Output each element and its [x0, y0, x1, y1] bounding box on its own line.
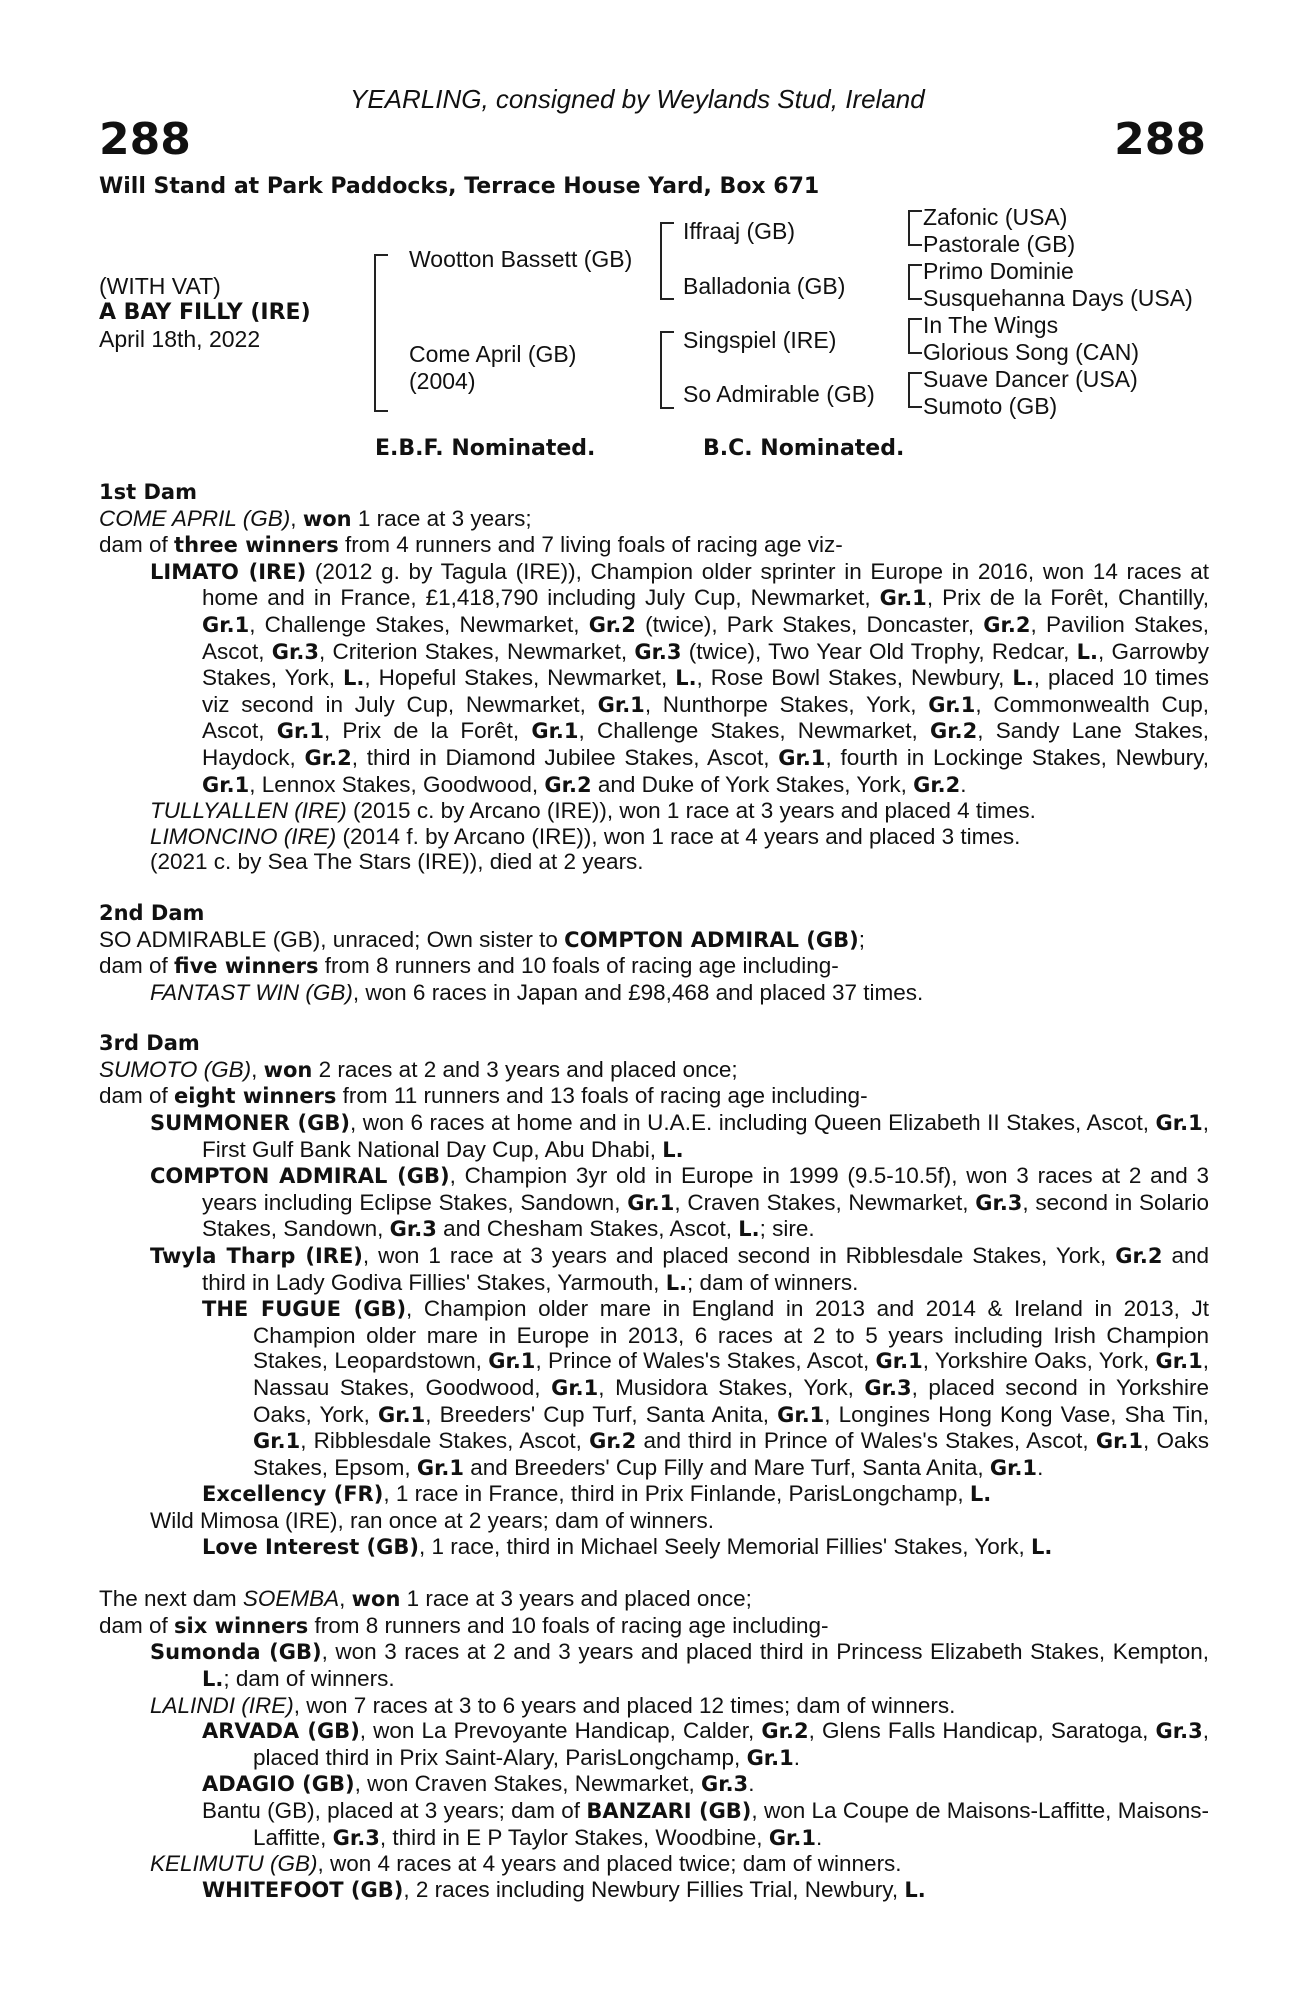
- dam-year: (2004): [409, 368, 476, 394]
- dam-name: Come April (GB): [409, 341, 577, 367]
- brace-gen1: [374, 254, 388, 412]
- vat-note: (WITH VAT): [99, 273, 221, 299]
- gen4-pastorale: Pastorale (GB): [923, 231, 1076, 257]
- gen4-suave-dancer: Suave Dancer (USA): [923, 366, 1138, 392]
- foaling-date: April 18th, 2022: [99, 326, 261, 352]
- ebf-nomination: E.B.F. Nominated.: [375, 436, 596, 461]
- produce-bantu: Bantu (GB), placed at 3 years; dam of BANZARI (GB), won La Coupe de Maisons-Laffitte, Maisons-Laffitte, Gr.3, third in E P Taylor Stakes, Woodbine, Gr.1.: [202, 1797, 1210, 1850]
- gen3-so-admirable: So Admirable (GB): [683, 381, 875, 407]
- stand-location: Will Stand at Park Paddocks, Terrace House Yard, Box 671: [99, 174, 820, 199]
- brace-iffraaj: [908, 210, 922, 246]
- produce-kelimutu: KELIMUTU (GB), won 4 races at 4 years and placed twice; dam of winners.: [150, 1851, 902, 1877]
- gen3-balladonia: Balladonia (GB): [683, 273, 846, 299]
- gen4-in-the-wings: In The Wings: [923, 312, 1059, 338]
- gen4-sumoto: Sumoto (GB): [923, 393, 1058, 419]
- third-dam-heading: 3rd Dam: [99, 1031, 200, 1056]
- produce-the-fugue: THE FUGUE (GB), Champion older mare in England in 2013 and 2014 & Ireland in 2013, Jt Champion older mare in Europe in 2013, 6 races at 2 to 5 years including Irish Champion Stakes, Leopardstown, Gr.1, Prince of Wales's Stakes, Ascot, Gr.1, Yorkshire Oaks, York, Gr.1, Nassau Stakes, Goodwood, Gr.1, Musidora Stakes, York, Gr.3, placed second in Yorkshire Oaks, York, Gr.1, Breeders' Cup Turf, Santa Anita, Gr.1, Longines Hong Kong Vase, Sha Tin, Gr.1, Ribblesdale Stakes, Ascot, Gr.2 and third in Prince of Wales's Stakes, Ascot, Gr.1, Oaks Stakes, Epsom, Gr.1 and Breeders' Cup Filly and Mare Turf, Santa Anita, Gr.1.: [202, 1296, 1210, 1480]
- produce-limoncino: LIMONCINO (IRE) (2014 f. by Arcano (IRE)), won 1 race at 4 years and placed 3 times.: [150, 823, 1021, 849]
- gen4-primo-dominie: Primo Dominie: [923, 258, 1074, 284]
- brace-singspiel: [908, 318, 922, 354]
- produce-fantast-win: FANTAST WIN (GB), won 6 races in Japan and £98,468 and placed 37 times.: [150, 979, 924, 1005]
- produce-whitefoot: WHITEFOOT (GB), 2 races including Newbury Fillies Trial, Newbury, L.: [202, 1876, 926, 1902]
- produce-adagio: ADAGIO (GB), won Craven Stakes, Newmarket, Gr.3.: [202, 1771, 755, 1797]
- brace-sire: [660, 222, 674, 300]
- produce-wild-mimosa: Wild Mimosa (IRE), ran once at 2 years; dam of winners.: [150, 1507, 714, 1533]
- produce-love-interest: Love Interest (GB), 1 race, third in Michael Seely Memorial Fillies' Stakes, York, L.: [202, 1533, 1053, 1559]
- produce-twyla-tharp: Twyla Tharp (IRE), won 1 race at 3 years and placed second in Ribblesdale Stakes, York, Gr.2 and third in Lady Godiva Fillies' Stakes, Yarmouth, L.; dam of winners.: [150, 1243, 1209, 1295]
- brace-dam: [660, 331, 674, 409]
- lot-number-right: 288: [1114, 114, 1206, 165]
- produce-tullyallen: TULLYALLEN (IRE) (2015 c. by Arcano (IRE)), won 1 race at 3 years and placed 4 times.: [150, 798, 1036, 824]
- second-dam-heading: 2nd Dam: [99, 900, 205, 925]
- produce-arvada: ARVADA (GB), won La Prevoyante Handicap, Calder, Gr.2, Glens Falls Handicap, Saratoga, Gr.3, placed third in Prix Saint-Alary, ParisLongchamp, Gr.1.: [202, 1718, 1209, 1770]
- produce-summoner: SUMMONER (GB), won 6 races at home and in U.A.E. including Queen Elizabeth II Stakes, Ascot, Gr.1, First Gulf Bank National Day Cup, Abu Dhabi, L.: [150, 1110, 1209, 1162]
- consignment-line: YEARLING, consigned by Weylands Stud, Ireland: [350, 84, 925, 114]
- brace-so-admirable: [908, 372, 922, 408]
- first-dam-heading: 1st Dam: [99, 480, 197, 504]
- first-dam-line: COME APRIL (GB), won 1 race at 3 years;: [99, 505, 532, 531]
- gen4-glorious-song: Glorious Song (CAN): [923, 339, 1140, 365]
- produce-limato: LIMATO (IRE) (2012 g. by Tagula (IRE)), Champion older sprinter in Europe in 2016, won 14 races at home and in France, £1,418,790 including July Cup, Newmarket, Gr.1, Prix de la Forêt, Chantilly, Gr.1, Challenge Stakes, Newmarket, Gr.2 (twice), Park Stakes, Doncaster, Gr.2, Pavilion Stakes, Ascot, Gr.3, Criterion Stakes, Newmarket, Gr.3 (twice), Two Year Old Trophy, Redcar, L., Garrowby Stakes, York, L., Hopeful Stakes, Newmarket, L., Rose Bowl Stakes, Newbury, L., placed 10 times viz second in July Cup, Newmarket, Gr.1, Nunthorpe Stakes, York, Gr.1, Commonwealth Cup, Ascot, Gr.1, Prix de la Forêt, Gr.1, Challenge Stakes, Newmarket, Gr.2, Sandy Lane Stakes, Haydock, Gr.2, third in Diamond Jubilee Stakes, Ascot, Gr.1, fourth in Lockinge Stakes, Newbury, Gr.1, Lennox Stakes, Goodwood, Gr.2 and Duke of York Stakes, York, Gr.2.: [150, 558, 1210, 797]
- brace-balladonia: [908, 264, 922, 300]
- gen4-susquehanna-days: Susquehanna Days (USA): [923, 285, 1193, 311]
- third-dam-produce: dam of eight winners from 11 runners and 13 foals of racing age including-: [99, 1083, 868, 1109]
- second-dam-line: SO ADMIRABLE (GB), unraced; Own sister to COMPTON ADMIRAL (GB);: [99, 926, 865, 952]
- catalogue-body: [99, 480, 1209, 1903]
- horse-name: A BAY FILLY (IRE): [99, 300, 311, 325]
- gen3-iffraaj: Iffraaj (GB): [683, 218, 796, 244]
- gen3-singspiel: Singspiel (IRE): [683, 327, 837, 353]
- produce-sumonda: Sumonda (GB), won 3 races at 2 and 3 years and placed third in Princess Elizabeth Stakes, Kempton, L.; dam of winners.: [150, 1639, 1210, 1691]
- next-dam-produce: dam of six winners from 8 runners and 10 foals of racing age including-: [99, 1612, 829, 1638]
- produce-2021-colt: (2021 c. by Sea The Stars (IRE)), died at 2 years.: [150, 849, 644, 875]
- lot-number-left: 288: [99, 114, 191, 165]
- produce-lalindi: LALINDI (IRE), won 7 races at 3 to 6 years and placed 12 times; dam of winners.: [150, 1692, 956, 1718]
- bc-nomination: B.C. Nominated.: [703, 436, 905, 461]
- produce-compton-admiral: COMPTON ADMIRAL (GB), Champion 3yr old in Europe in 1999 (9.5-10.5f), won 3 races at 2 and 3 years including Eclipse Stakes, Sandown, Gr.1, Craven Stakes, Newmarket, Gr.3, second in Solario Stakes, Sandown, Gr.3 and Chesham Stakes, Ascot, L.; sire.: [150, 1163, 1210, 1242]
- sire-name: Wootton Bassett (GB): [409, 246, 633, 272]
- next-dam-line: The next dam SOEMBA, won 1 race at 3 years and placed once;: [99, 1586, 752, 1612]
- first-dam-produce: dam of three winners from 4 runners and 7 living foals of racing age viz-: [99, 532, 843, 558]
- second-dam-produce: dam of five winners from 8 runners and 10 foals of racing age including-: [99, 953, 839, 979]
- gen4-zafonic: Zafonic (USA): [923, 204, 1068, 230]
- third-dam-line: SUMOTO (GB), won 2 races at 2 and 3 years and placed once;: [99, 1056, 738, 1082]
- produce-excellency: Excellency (FR), 1 race in France, third in Prix Finlande, ParisLongchamp, L.: [202, 1481, 992, 1507]
